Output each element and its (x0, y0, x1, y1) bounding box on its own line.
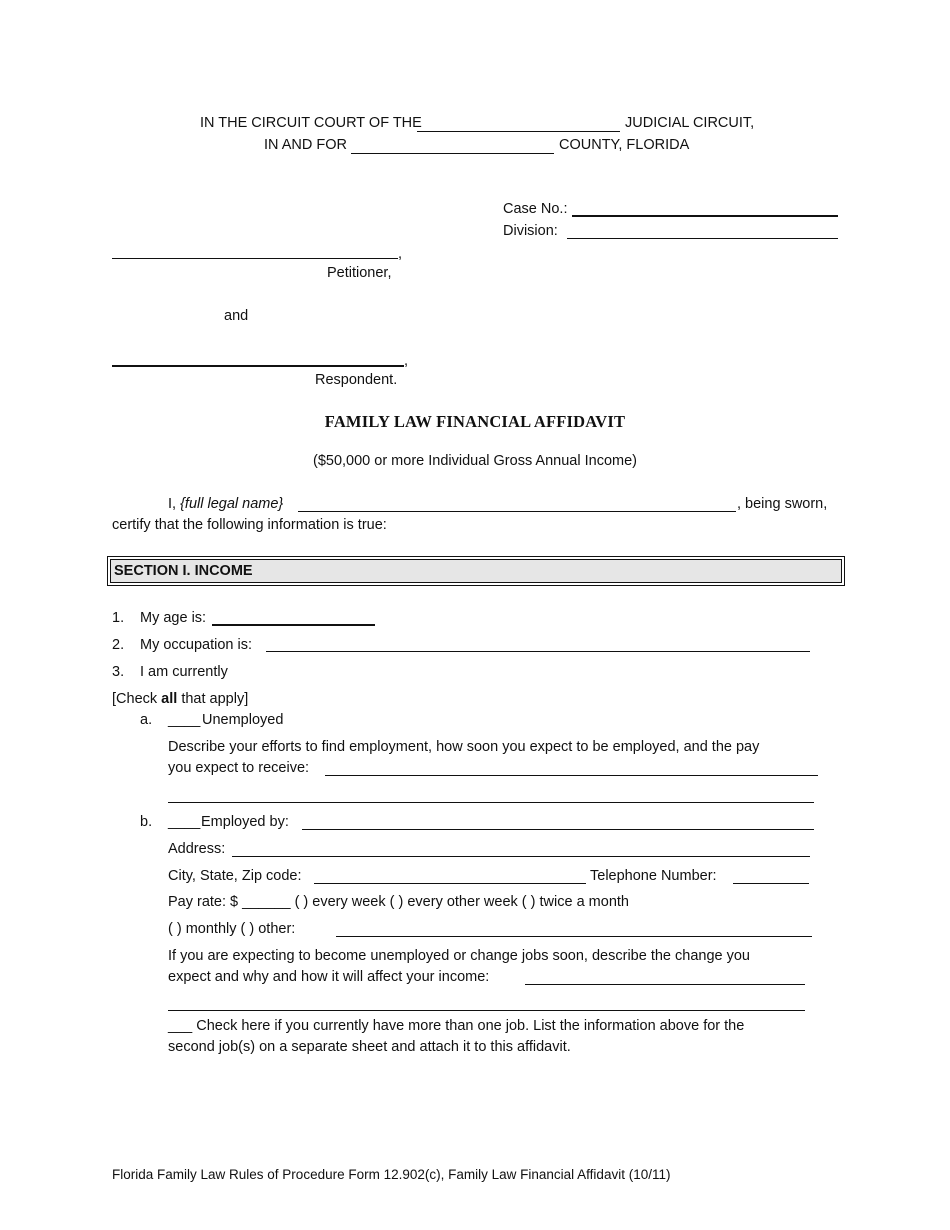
judicial-circuit-field[interactable] (417, 131, 620, 132)
employer-field[interactable] (302, 829, 814, 830)
form-subtitle: ($50,000 or more Individual Gross Annual Income) (312, 453, 637, 469)
respondent-comma: , (404, 353, 409, 369)
multiple-jobs-line2: second job(s) on a separate sheet and attach it to this affidavit. (168, 1039, 571, 1055)
employed-checkbox-blank[interactable]: ____ (168, 814, 201, 830)
case-no-label: Case No.: (503, 201, 568, 217)
age-field[interactable] (212, 624, 375, 626)
court-header-line1-suffix: JUDICIAL CIRCUIT, (625, 115, 755, 131)
employment-status-label: I am currently (140, 664, 228, 680)
city-state-zip-label: City, State, Zip code: (168, 868, 302, 884)
section-income-box (107, 556, 845, 586)
court-header-line2-suffix: COUNTY, FLORIDA (559, 137, 690, 153)
employed-by-label: Employed by: (201, 814, 289, 830)
division-field[interactable] (567, 238, 838, 239)
unemployed-describe-line1: Describe your efforts to find employment, how soon you expect to be employed, and the pay (168, 739, 760, 755)
oath-suffix: , being sworn, (737, 496, 828, 512)
unemployed-checkbox-blank[interactable]: ____ (168, 712, 201, 728)
oath-line2: certify that the following information is true: (112, 517, 387, 533)
job-change-extra-line[interactable] (168, 1010, 805, 1011)
form-title: FAMILY LAW FINANCIAL AFFIDAVIT (324, 412, 626, 431)
pay-rate-line[interactable]: Pay rate: $ ______ ( ) every week ( ) every other week ( ) twice a month (168, 894, 629, 910)
county-field[interactable] (351, 153, 554, 154)
address-field[interactable] (232, 856, 810, 857)
page-footer: Florida Family Law Rules of Procedure Form 12.902(c), Family Law Financial Affidavit (10/11) (112, 1167, 671, 1182)
respondent-label: Respondent. (315, 372, 398, 388)
job-change-line2: expect and why and how it will affect your income: (168, 969, 490, 985)
telephone-field[interactable] (733, 883, 809, 884)
petitioner-name-field[interactable] (112, 258, 398, 259)
item3-number: 3. (112, 664, 125, 680)
case-no-field[interactable] (572, 215, 838, 217)
address-label: Address: (168, 841, 226, 857)
court-header-line2-prefix: IN AND FOR (264, 137, 347, 153)
pay-other-field[interactable] (336, 936, 812, 937)
full-legal-name-hint: {full legal name} (180, 496, 284, 512)
pay-rate-line2[interactable]: ( ) monthly ( ) other: (168, 921, 296, 937)
section-income-heading: SECTION I. INCOME (110, 559, 842, 583)
occupation-label: My occupation is: (140, 637, 253, 653)
unemployed-describe-line2: you expect to receive: (168, 760, 310, 776)
age-label: My age is: (140, 610, 207, 626)
oath-prefix: I, {full legal name} (168, 496, 284, 512)
division-label: Division: (503, 223, 558, 239)
option-b-letter: b. (140, 814, 153, 830)
petitioner-comma: , (398, 246, 403, 262)
unemployed-extra-line[interactable] (168, 802, 814, 803)
item2-number: 2. (112, 637, 125, 653)
city-state-zip-field[interactable] (314, 883, 586, 884)
expected-pay-field[interactable] (325, 775, 818, 776)
occupation-field[interactable] (266, 651, 810, 652)
check-all-instruction: [Check all that apply] (112, 691, 249, 707)
telephone-label: Telephone Number: (590, 868, 717, 884)
court-header-line1-prefix: IN THE CIRCUIT COURT OF THE (200, 115, 422, 131)
and-label: and (224, 308, 249, 324)
item1-number: 1. (112, 610, 125, 626)
multiple-jobs-line1[interactable]: ___ Check here if you currently have more than one job. List the information above for the (168, 1018, 745, 1034)
petitioner-label: Petitioner, (327, 265, 392, 281)
job-change-field[interactable] (525, 984, 805, 985)
option-a-letter: a. (140, 712, 153, 728)
full-legal-name-field[interactable] (298, 511, 736, 512)
respondent-name-field[interactable] (112, 365, 404, 367)
job-change-line1: If you are expecting to become unemployed or change jobs soon, describe the change you (168, 948, 750, 964)
unemployed-label: Unemployed (202, 712, 284, 728)
